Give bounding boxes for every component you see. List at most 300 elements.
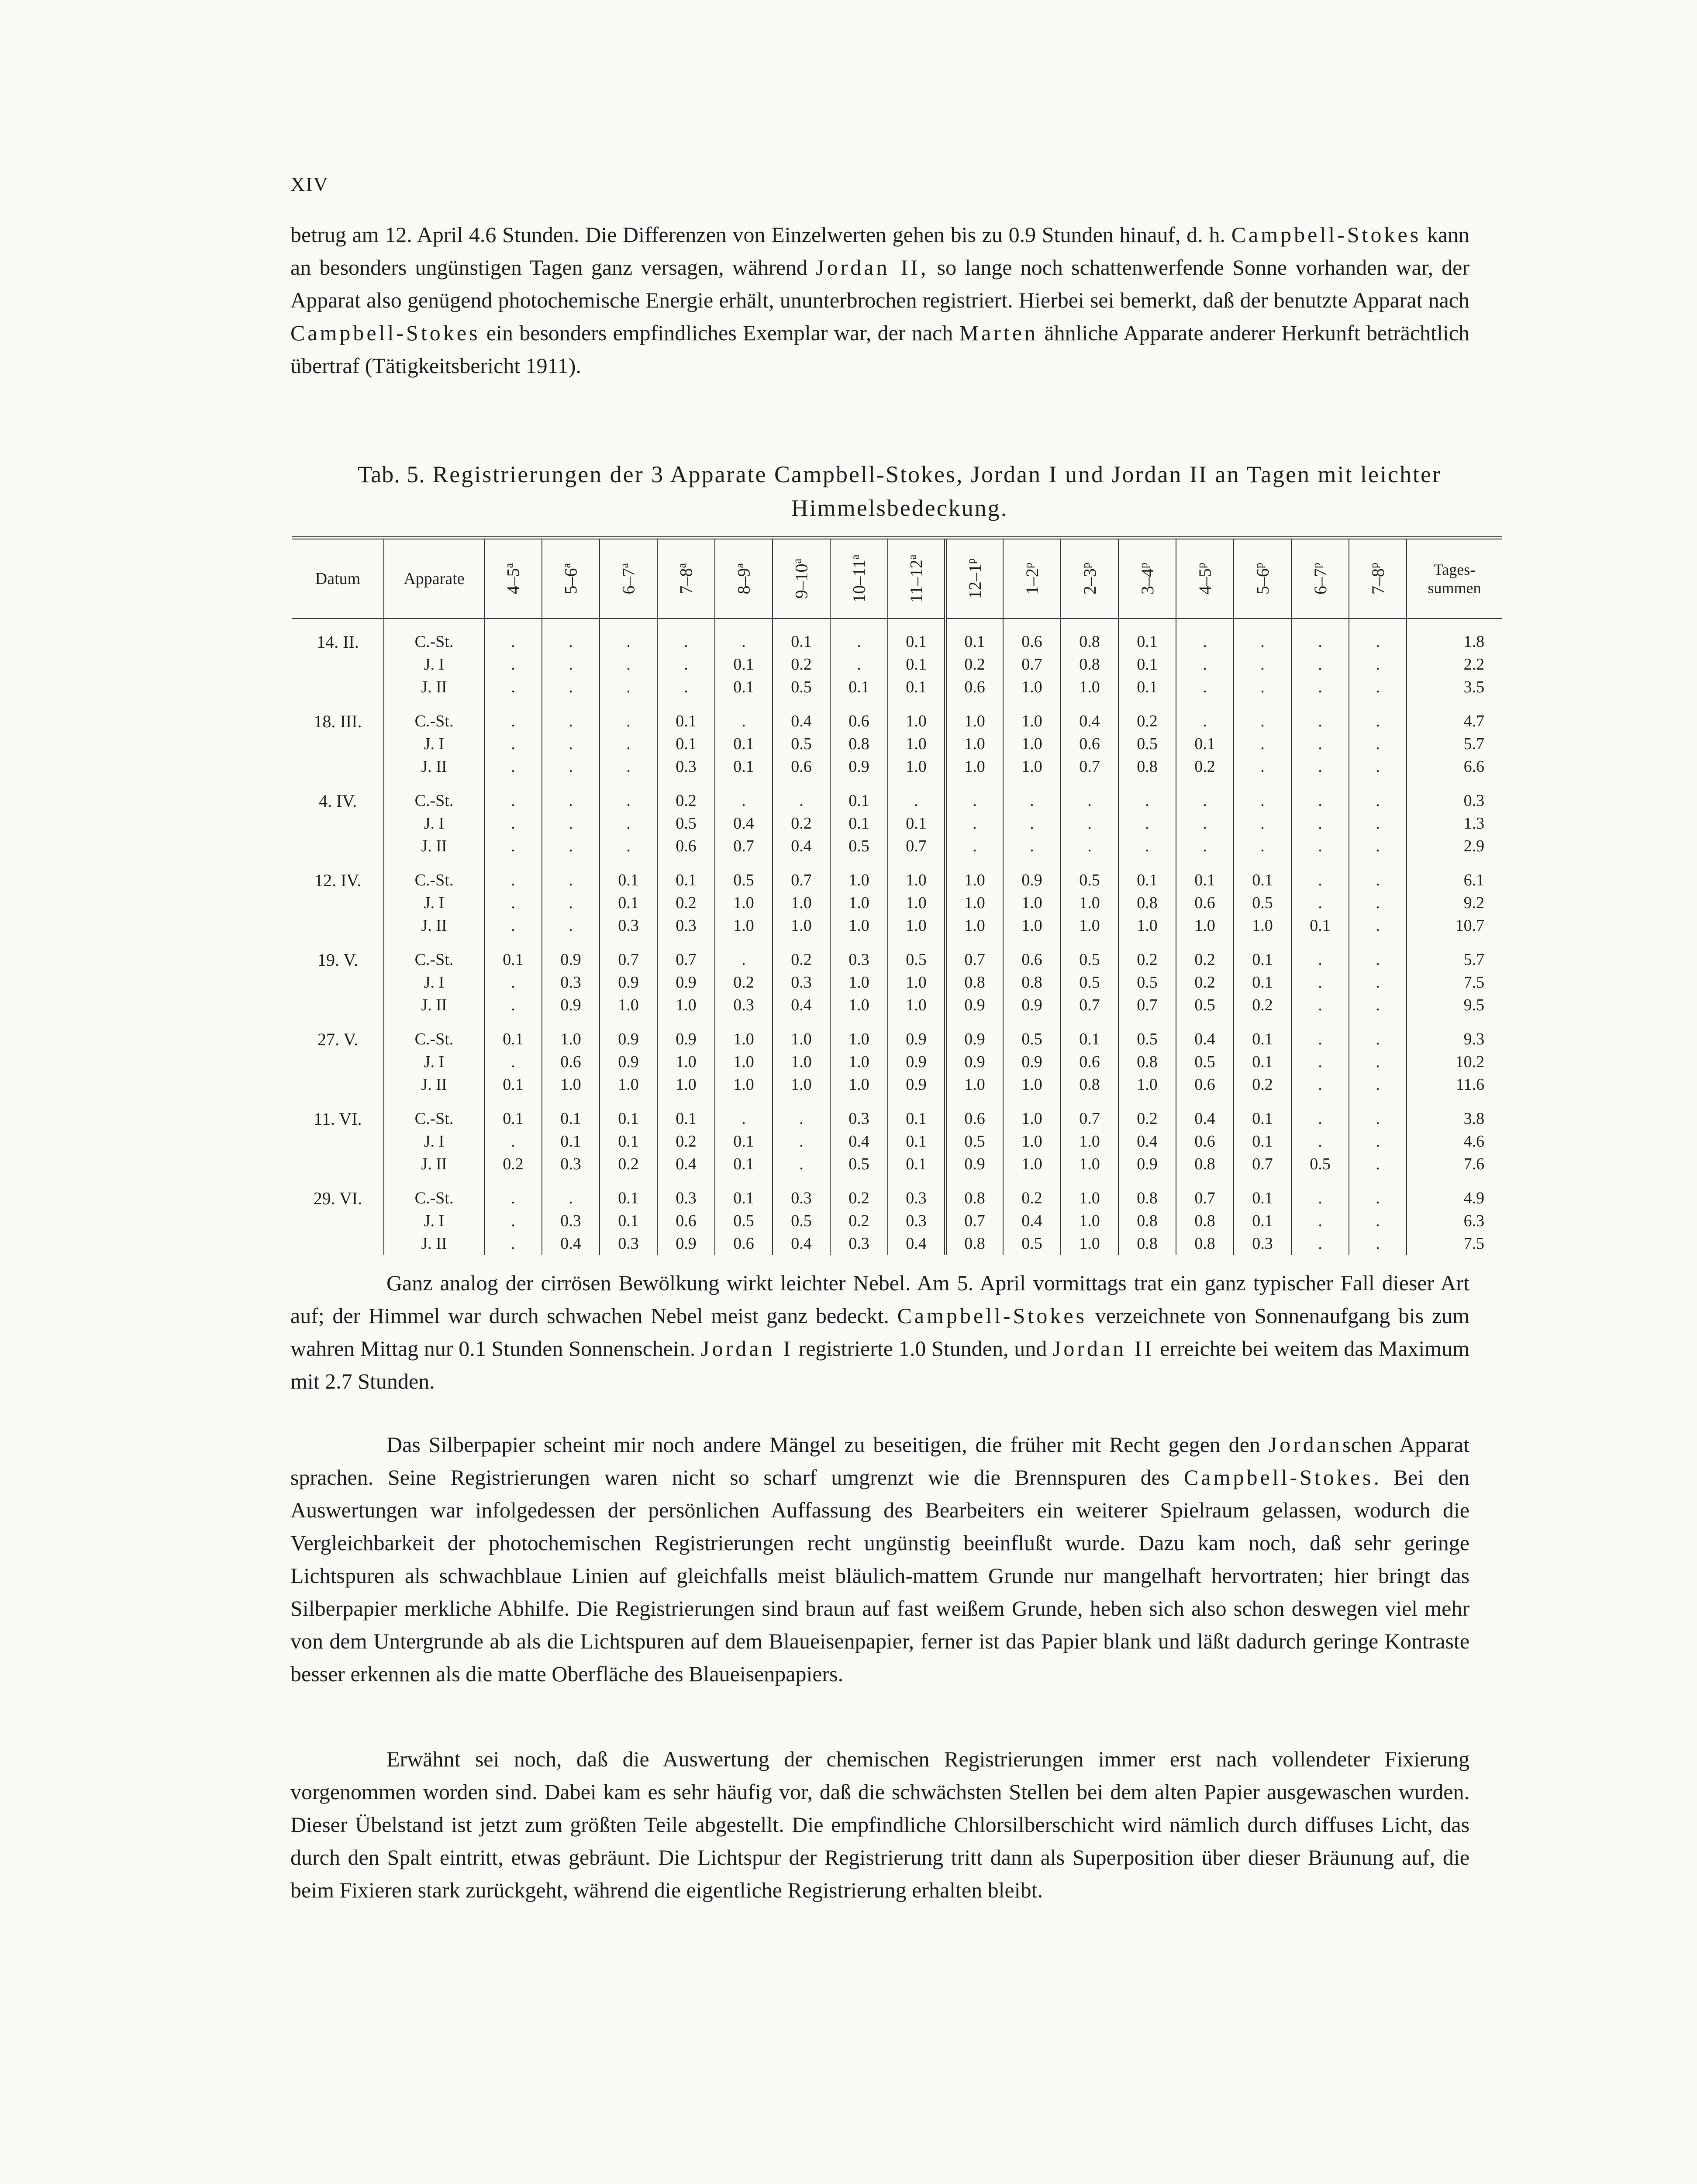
hour-value: 0.1 bbox=[1176, 869, 1234, 892]
hour-value: 0.9 bbox=[1118, 1153, 1176, 1175]
hour-value: 0.6 bbox=[542, 1051, 600, 1073]
hour-suffix: a bbox=[906, 554, 919, 560]
hour-value: 0.1 bbox=[1291, 914, 1349, 937]
hour-value: 0.4 bbox=[715, 812, 773, 835]
hour-value: 0.3 bbox=[773, 971, 830, 994]
hour-value: 0.4 bbox=[773, 1232, 830, 1255]
hour-value: 0.6 bbox=[657, 835, 715, 857]
hour-suffix: a bbox=[791, 559, 804, 564]
hour-value: 0.3 bbox=[542, 1153, 600, 1175]
hour-value: 0.6 bbox=[715, 1232, 773, 1255]
hour-value: 0.4 bbox=[657, 1153, 715, 1175]
hour-value: . bbox=[484, 835, 542, 857]
hour-range: 3–4 bbox=[1137, 568, 1157, 595]
hour-value: 0.5 bbox=[1003, 1232, 1061, 1255]
hour-value: 1.0 bbox=[1003, 733, 1061, 755]
hour-value: 0.9 bbox=[1003, 994, 1061, 1016]
hour-value: . bbox=[1349, 1073, 1407, 1096]
hour-value: . bbox=[484, 630, 542, 653]
table-row bbox=[292, 914, 1502, 937]
hour-value: 0.1 bbox=[830, 789, 888, 812]
hour-value: . bbox=[542, 1187, 600, 1209]
hour-value: 0.6 bbox=[1176, 1130, 1234, 1153]
paragraph-fog bbox=[290, 1267, 1469, 1398]
row-apparatus: C.-St. bbox=[384, 630, 484, 653]
page-number: XIV bbox=[290, 173, 329, 195]
hour-value: 0.4 bbox=[773, 835, 830, 857]
hour-value: . bbox=[542, 789, 600, 812]
hour-value: 0.5 bbox=[1176, 1051, 1234, 1073]
row-date: 18. III. bbox=[314, 711, 362, 731]
hour-range: 9–10 bbox=[791, 563, 811, 599]
daily-sum: 4.7 bbox=[1407, 710, 1502, 733]
hour-value: 0.5 bbox=[888, 948, 945, 971]
hour-suffix: p bbox=[1021, 563, 1035, 569]
hour-value: . bbox=[1349, 789, 1407, 812]
table-row bbox=[292, 733, 1502, 755]
hour-value: 0.2 bbox=[945, 653, 1003, 676]
hour-value: 0.9 bbox=[945, 994, 1003, 1016]
spaced-name: Campbell-Stokes bbox=[897, 1303, 1087, 1328]
row-date bbox=[292, 1209, 384, 1232]
hour-value: 0.2 bbox=[1118, 948, 1176, 971]
hour-value: . bbox=[1176, 710, 1234, 733]
hour-value: 0.2 bbox=[773, 812, 830, 835]
row-date: 12. IV. bbox=[314, 870, 362, 890]
table-row bbox=[292, 1153, 1502, 1175]
hour-value: 0.1 bbox=[888, 1107, 945, 1130]
hour-value: 1.0 bbox=[1003, 1130, 1061, 1153]
hour-value: 0.9 bbox=[542, 994, 600, 1016]
hour-value: . bbox=[1003, 789, 1061, 812]
column-header-datum: Datum bbox=[292, 539, 384, 619]
hour-value: . bbox=[1003, 835, 1061, 857]
hour-value: . bbox=[1291, 755, 1349, 778]
text-segment: kann an besonders ungünstigen Tagen ganz versagen, während bbox=[290, 222, 1469, 280]
row-date bbox=[292, 1073, 384, 1096]
hour-value: 1.0 bbox=[542, 1073, 600, 1096]
row-apparatus: J. I bbox=[384, 1130, 484, 1153]
table-row bbox=[292, 835, 1502, 857]
hour-value: . bbox=[1349, 1232, 1407, 1255]
hour-value: 1.0 bbox=[773, 892, 830, 914]
hour-value: 1.0 bbox=[830, 892, 888, 914]
hour-value: 0.7 bbox=[600, 948, 657, 971]
hour-value: 0.9 bbox=[888, 1073, 945, 1096]
hour-value: 0.9 bbox=[657, 1028, 715, 1051]
row-date: 14. II. bbox=[317, 632, 359, 652]
hour-value: 0.2 bbox=[484, 1153, 542, 1175]
column-header-hour bbox=[1061, 539, 1118, 619]
hour-value: 0.8 bbox=[1061, 1073, 1118, 1096]
daily-sum: 0.3 bbox=[1407, 789, 1502, 812]
hour-value: . bbox=[657, 676, 715, 698]
hour-value: 0.2 bbox=[830, 1209, 888, 1232]
hour-value: 1.0 bbox=[945, 1073, 1003, 1096]
table-row bbox=[292, 994, 1502, 1016]
hour-value: . bbox=[1291, 1051, 1349, 1073]
hour-value: 0.1 bbox=[484, 1028, 542, 1051]
hour-value: 0.7 bbox=[715, 835, 773, 857]
hour-suffix: a bbox=[676, 563, 689, 568]
hour-value: 0.2 bbox=[1118, 710, 1176, 733]
column-header-hour bbox=[945, 539, 1003, 619]
hour-value: 0.2 bbox=[830, 1187, 888, 1209]
column-header-apparate: Apparate bbox=[384, 539, 484, 619]
daily-sum: 6.3 bbox=[1407, 1209, 1502, 1232]
column-header-hour bbox=[1349, 539, 1407, 619]
hour-value: 0.2 bbox=[1118, 1107, 1176, 1130]
hour-value: 0.2 bbox=[1234, 1073, 1291, 1096]
hour-value: . bbox=[657, 630, 715, 653]
hour-value: 0.1 bbox=[888, 1153, 945, 1175]
hour-value: 0.3 bbox=[830, 948, 888, 971]
hour-suffix: p bbox=[1137, 563, 1150, 569]
hour-value: . bbox=[715, 630, 773, 653]
hour-value: 1.0 bbox=[830, 994, 888, 1016]
hour-value: 0.1 bbox=[1234, 1107, 1291, 1130]
hour-value: 0.1 bbox=[484, 1073, 542, 1096]
hour-value: 0.6 bbox=[1176, 892, 1234, 914]
hour-value: 1.0 bbox=[1061, 914, 1118, 937]
hour-value: . bbox=[888, 789, 945, 812]
hour-value: . bbox=[484, 733, 542, 755]
hour-value: . bbox=[542, 676, 600, 698]
hour-value: . bbox=[1291, 789, 1349, 812]
hour-value: 1.0 bbox=[1061, 676, 1118, 698]
hour-value: . bbox=[1118, 789, 1176, 812]
hour-value: . bbox=[830, 630, 888, 653]
hour-value: . bbox=[1234, 835, 1291, 857]
hour-value: 0.2 bbox=[1003, 1187, 1061, 1209]
hour-value: 1.0 bbox=[830, 1073, 888, 1096]
hour-value: 0.1 bbox=[542, 1130, 600, 1153]
hour-value: 0.3 bbox=[542, 1209, 600, 1232]
column-header-hour bbox=[830, 539, 888, 619]
hour-value: 0.1 bbox=[830, 676, 888, 698]
hour-value: . bbox=[1234, 710, 1291, 733]
hour-value: 0.7 bbox=[1176, 1187, 1234, 1209]
hour-value: 1.0 bbox=[830, 914, 888, 937]
row-date: 19. V. bbox=[317, 950, 358, 970]
hour-value: . bbox=[1349, 1209, 1407, 1232]
table-caption-label: Tab. 5. bbox=[358, 461, 425, 487]
hour-value: 1.0 bbox=[1061, 1153, 1118, 1175]
column-header-hour bbox=[1118, 539, 1176, 619]
row-apparatus: C.-St. bbox=[384, 1187, 484, 1209]
hour-value: 0.8 bbox=[830, 733, 888, 755]
hour-value: 0.1 bbox=[600, 892, 657, 914]
table-row bbox=[292, 710, 1502, 733]
hour-value: . bbox=[484, 676, 542, 698]
row-date bbox=[292, 914, 384, 937]
hour-value: 0.3 bbox=[657, 1187, 715, 1209]
hour-value: . bbox=[484, 1051, 542, 1073]
hour-value: 0.7 bbox=[773, 869, 830, 892]
hour-value: 1.0 bbox=[830, 1051, 888, 1073]
hour-value: 0.5 bbox=[1061, 948, 1118, 971]
text-segment: so lange noch schattenwerfende Sonne vorhanden war, der Apparat also genügend photochemische Energie erhält, ununterbrochen registriert. Hierbei sei bemerkt, daß der benutzte Apparat nach bbox=[290, 255, 1469, 312]
hour-value: . bbox=[945, 835, 1003, 857]
hour-value: . bbox=[1061, 789, 1118, 812]
hour-value: 0.9 bbox=[888, 1028, 945, 1051]
spaced-name: Campbell-Stokes bbox=[290, 321, 480, 345]
hour-value: 0.5 bbox=[1061, 869, 1118, 892]
row-apparatus: C.-St. bbox=[384, 1028, 484, 1051]
hour-value: 1.0 bbox=[945, 892, 1003, 914]
hour-value: 0.4 bbox=[830, 1130, 888, 1153]
hour-value: 0.6 bbox=[945, 1107, 1003, 1130]
hour-value: 1.0 bbox=[715, 1028, 773, 1051]
row-date: 11. VI. bbox=[314, 1109, 362, 1129]
row-apparatus: J. II bbox=[384, 1153, 484, 1175]
hour-value: . bbox=[1291, 1187, 1349, 1209]
hour-value: 0.9 bbox=[830, 755, 888, 778]
hour-value: . bbox=[715, 710, 773, 733]
hour-value: 0.3 bbox=[830, 1232, 888, 1255]
hour-value: 0.2 bbox=[773, 948, 830, 971]
column-header-hour bbox=[657, 539, 715, 619]
hour-value: 0.9 bbox=[945, 1153, 1003, 1175]
hour-value: . bbox=[542, 892, 600, 914]
row-apparatus: J. I bbox=[384, 971, 484, 994]
hour-value: 0.2 bbox=[657, 789, 715, 812]
daily-sum: 1.3 bbox=[1407, 812, 1502, 835]
hour-value: 0.2 bbox=[1176, 755, 1234, 778]
hour-value: 0.1 bbox=[715, 1153, 773, 1175]
hour-range: 7–8 bbox=[1368, 568, 1388, 595]
hour-value: . bbox=[1176, 812, 1234, 835]
hour-value: 1.0 bbox=[1003, 914, 1061, 937]
hour-value: . bbox=[484, 755, 542, 778]
column-header-hour bbox=[715, 539, 773, 619]
table-row bbox=[292, 653, 1502, 676]
hour-value: 0.9 bbox=[1003, 1051, 1061, 1073]
text-segment: Ganz analog der cirrösen Bewölkung wirkt leichter Nebel. Am 5. April vormittags trat ein ganz typischer Fall dieser Art auf; der Himmel war durch schwachen Nebel meist ganz bedeckt. bbox=[290, 1271, 1469, 1328]
hour-suffix: p bbox=[1194, 563, 1207, 569]
hour-value: 0.4 bbox=[1176, 1028, 1234, 1051]
hour-value: 0.1 bbox=[1234, 1209, 1291, 1232]
hour-value: 0.4 bbox=[888, 1232, 945, 1255]
hour-value: . bbox=[715, 948, 773, 971]
hour-value: 0.9 bbox=[657, 1232, 715, 1255]
hour-value: . bbox=[1291, 869, 1349, 892]
text-segment: verzeichnete von Sonnenaufgang bis zum wahren Mittag nur 0.1 Stunden Sonnenschein. bbox=[290, 1303, 1469, 1361]
hour-range: 5–6 bbox=[1252, 568, 1273, 595]
hour-value: 0.7 bbox=[945, 948, 1003, 971]
hour-value: 1.0 bbox=[1118, 914, 1176, 937]
hour-value: . bbox=[600, 653, 657, 676]
hour-value: . bbox=[484, 812, 542, 835]
text-segment: registrierte 1.0 Stunden, und bbox=[793, 1336, 1052, 1361]
daily-sum: 9.2 bbox=[1407, 892, 1502, 914]
hour-value: 1.0 bbox=[945, 914, 1003, 937]
hour-value: 1.0 bbox=[773, 914, 830, 937]
column-header-hour bbox=[773, 539, 830, 619]
hour-value: 0.8 bbox=[1061, 653, 1118, 676]
hour-suffix: a bbox=[503, 563, 516, 568]
hour-value: . bbox=[1234, 755, 1291, 778]
hour-value: . bbox=[1349, 630, 1407, 653]
hour-value: . bbox=[715, 1107, 773, 1130]
hour-value: 0.5 bbox=[1176, 994, 1234, 1016]
hour-value: . bbox=[1003, 812, 1061, 835]
hour-value: 0.5 bbox=[1118, 971, 1176, 994]
hour-range: 10–11 bbox=[849, 560, 869, 603]
daily-sum: 10.2 bbox=[1407, 1051, 1502, 1073]
hour-value: 0.3 bbox=[657, 914, 715, 937]
row-apparatus: C.-St. bbox=[384, 1107, 484, 1130]
hour-value: . bbox=[715, 789, 773, 812]
hour-value: 0.1 bbox=[484, 1107, 542, 1130]
row-apparatus: J. II bbox=[384, 1073, 484, 1096]
hour-value: 1.0 bbox=[715, 914, 773, 937]
table-row bbox=[292, 755, 1502, 778]
hour-value: 0.1 bbox=[484, 948, 542, 971]
hour-range: 2–3 bbox=[1080, 568, 1100, 595]
hour-value: 0.5 bbox=[657, 812, 715, 835]
hour-value: 0.1 bbox=[600, 1130, 657, 1153]
column-header-hour bbox=[1003, 539, 1061, 619]
hour-value: . bbox=[1291, 630, 1349, 653]
hour-value: . bbox=[484, 1130, 542, 1153]
hour-value: . bbox=[1234, 630, 1291, 653]
hour-value: 0.2 bbox=[600, 1153, 657, 1175]
hour-value: 1.0 bbox=[830, 1028, 888, 1051]
hour-value: 0.2 bbox=[773, 653, 830, 676]
hour-value: 1.0 bbox=[830, 971, 888, 994]
hour-value: . bbox=[484, 653, 542, 676]
hour-value: 0.3 bbox=[830, 1107, 888, 1130]
table-row bbox=[292, 676, 1502, 698]
hour-value: 0.6 bbox=[773, 755, 830, 778]
hour-value: 0.4 bbox=[1003, 1209, 1061, 1232]
hour-value: 0.1 bbox=[600, 869, 657, 892]
hour-value: 0.8 bbox=[945, 1232, 1003, 1255]
text-segment: ähnliche Apparate anderer Herkunft beträchtlich übertraf (Tätigkeitsbericht 1911). bbox=[290, 321, 1469, 378]
hour-value: 0.9 bbox=[945, 1028, 1003, 1051]
hour-value: 1.0 bbox=[1003, 1153, 1061, 1175]
hour-value: 0.6 bbox=[657, 1209, 715, 1232]
row-apparatus: C.-St. bbox=[384, 948, 484, 971]
hour-value: 0.1 bbox=[1234, 1028, 1291, 1051]
row-apparatus: C.-St. bbox=[384, 789, 484, 812]
hour-value: 0.3 bbox=[600, 914, 657, 937]
hour-value: 0.5 bbox=[1118, 733, 1176, 755]
hour-value: 1.0 bbox=[1234, 914, 1291, 937]
hour-value: 0.1 bbox=[888, 812, 945, 835]
hour-value: 0.9 bbox=[542, 948, 600, 971]
hour-value: 0.6 bbox=[1003, 948, 1061, 971]
hour-value: 0.1 bbox=[773, 630, 830, 653]
row-date bbox=[292, 835, 384, 857]
hour-value: . bbox=[1349, 1107, 1407, 1130]
hour-value: 0.5 bbox=[773, 676, 830, 698]
hour-value: 0.3 bbox=[657, 755, 715, 778]
hour-value: . bbox=[600, 630, 657, 653]
hour-value: . bbox=[1349, 1051, 1407, 1073]
table-row bbox=[292, 1028, 1502, 1051]
hour-value: 0.1 bbox=[600, 1187, 657, 1209]
column-header-hour bbox=[542, 539, 600, 619]
daily-sum: 7.5 bbox=[1407, 971, 1502, 994]
hour-value: 0.1 bbox=[715, 755, 773, 778]
hour-value: 0.8 bbox=[945, 971, 1003, 994]
hour-value: 1.0 bbox=[542, 1028, 600, 1051]
paragraph-silver-paper bbox=[290, 1428, 1469, 1690]
table-row bbox=[292, 971, 1502, 994]
hour-value: 0.8 bbox=[1118, 1051, 1176, 1073]
hour-suffix: p bbox=[964, 558, 977, 564]
hour-value: . bbox=[1291, 1130, 1349, 1153]
hour-value: . bbox=[773, 1107, 830, 1130]
text-segment: schen Apparat sprachen. Seine Registrierungen waren nicht so scharf umgrenzt wie die Brennspuren des bbox=[290, 1432, 1469, 1489]
hour-value: . bbox=[1349, 835, 1407, 857]
hour-value: 0.7 bbox=[888, 835, 945, 857]
hour-value: . bbox=[945, 789, 1003, 812]
row-date: 29. VI. bbox=[313, 1188, 362, 1208]
hour-value: 0.8 bbox=[1061, 630, 1118, 653]
hour-value: 0.1 bbox=[888, 676, 945, 698]
hour-value: 0.6 bbox=[1003, 630, 1061, 653]
daily-sum: 1.8 bbox=[1407, 630, 1502, 653]
hour-value: . bbox=[1349, 971, 1407, 994]
hour-range: 8–9 bbox=[734, 568, 754, 594]
hour-value: 0.7 bbox=[1061, 1107, 1118, 1130]
row-date bbox=[292, 755, 384, 778]
hour-value: . bbox=[1291, 812, 1349, 835]
hour-value: . bbox=[1291, 892, 1349, 914]
hour-value: . bbox=[1291, 948, 1349, 971]
hour-value: 0.5 bbox=[1061, 971, 1118, 994]
hour-value: . bbox=[1349, 1187, 1407, 1209]
row-apparatus: J. II bbox=[384, 755, 484, 778]
hour-value: 0.9 bbox=[1003, 869, 1061, 892]
hour-value: 1.0 bbox=[1061, 892, 1118, 914]
hour-value: 1.0 bbox=[1003, 1073, 1061, 1096]
paragraph-fixation bbox=[290, 1743, 1469, 1907]
row-apparatus: C.-St. bbox=[384, 710, 484, 733]
spaced-name: Jordan bbox=[1268, 1432, 1343, 1457]
hour-value: 0.2 bbox=[657, 892, 715, 914]
hour-value: 1.0 bbox=[945, 733, 1003, 755]
hour-value: 0.4 bbox=[1176, 1107, 1234, 1130]
hour-value: 0.1 bbox=[1234, 869, 1291, 892]
hour-value: 0.5 bbox=[715, 1209, 773, 1232]
hour-value: 0.8 bbox=[1118, 1209, 1176, 1232]
hour-suffix: p bbox=[1252, 563, 1265, 569]
hour-value: . bbox=[484, 1209, 542, 1232]
daily-sum: 6.1 bbox=[1407, 869, 1502, 892]
hour-value: 1.0 bbox=[600, 1073, 657, 1096]
row-apparatus: J. I bbox=[384, 892, 484, 914]
hour-value: . bbox=[1349, 948, 1407, 971]
hour-suffix: p bbox=[1079, 563, 1092, 569]
hour-suffix: a bbox=[848, 554, 862, 560]
row-date bbox=[292, 971, 384, 994]
text-segment: betrug am 12. April 4.6 Stunden. Die Differenzen von Einzelwerten gehen bis zu 0.9 Stunden hinauf, d. h. bbox=[290, 222, 1231, 247]
hour-value: 0.3 bbox=[542, 971, 600, 994]
hour-value: 1.0 bbox=[1061, 1187, 1118, 1209]
hour-value: . bbox=[600, 733, 657, 755]
hour-value: 0.1 bbox=[600, 1209, 657, 1232]
hour-value: . bbox=[542, 835, 600, 857]
hour-value: . bbox=[484, 971, 542, 994]
hour-value: 0.5 bbox=[1003, 1028, 1061, 1051]
row-date bbox=[292, 733, 384, 755]
hour-value: 0.2 bbox=[1176, 948, 1234, 971]
hour-value: 1.0 bbox=[715, 1073, 773, 1096]
